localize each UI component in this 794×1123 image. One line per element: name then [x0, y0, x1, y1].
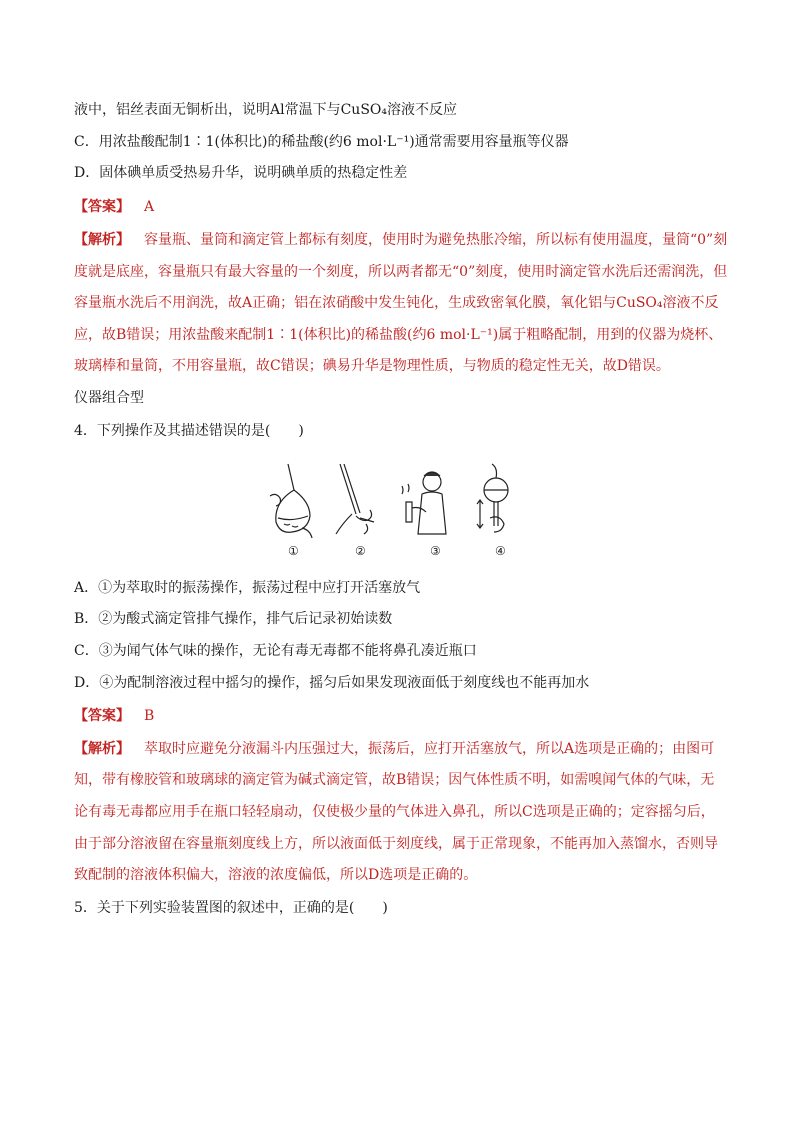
answer-tag: 【答案】 — [74, 199, 130, 215]
burette-icon — [336, 464, 374, 534]
section-title: 仪器组合型 — [74, 390, 144, 406]
option-c-q3: C．用浓盐酸配制1∶1(体积比)的稀盐酸(约6 mol·L⁻¹)通常需要用容量瓶等仪器 — [74, 134, 569, 150]
option-d-q4: D．④为配制溶液过程中摇匀的操作，摇匀后如果发现液面低于刻度线也不能再加水 — [74, 675, 590, 691]
option-d-q3: D．固体碘单质受热易升华，说明碘单质的热稳定性差 — [74, 165, 408, 181]
option-b-q4: B．②为酸式滴定管排气操作，排气后记录初始读数 — [74, 611, 393, 627]
text-line-1: 液中，铝丝表面无铜析出，说明Al常温下与CuSO₄溶液不反应 — [74, 102, 457, 118]
analysis-line: 容量瓶水洗后不用润洗，故A正确；铝在浓硝酸中发生钝化，生成致密氧化膜，氧化铝与CuSO₄溶液不反 — [74, 295, 719, 311]
volumetric-flask-icon — [477, 464, 508, 532]
analysis-tag: 【解析】 — [74, 232, 130, 248]
answer-value: B — [144, 708, 155, 724]
lab-operations-illustration — [258, 458, 528, 544]
analysis-line: 度就是底座，容量瓶只有最大容量的一个刻度，所以两者都无“0”刻度，使用时滴定管水洗后还需润洗，但 — [74, 264, 728, 280]
figure-label-2: ② — [355, 544, 366, 558]
analysis-text: 容量瓶、量筒和滴定管上都标有刻度，使用时为避免热胀冷缩，所以标有使用温度，量筒“0”刻 — [144, 232, 728, 248]
smelling-gas-icon — [402, 472, 446, 534]
separatory-funnel-icon — [270, 464, 312, 538]
figure-label-4: ④ — [495, 544, 506, 558]
answer-row-q3 — [74, 197, 154, 217]
analysis-line: 论有毒无毒都应用手在瓶口轻轻扇动，仅使极少量的气体进入鼻孔，所以C选项是正确的；定容摇匀后， — [74, 804, 715, 820]
option-c-q4: C．③为闻气体气味的操作，无论有毒无毒都不能将鼻孔凑近瓶口 — [74, 643, 477, 659]
question-4-stem: 4．下列操作及其描述错误的是( ) — [74, 423, 304, 439]
analysis-line — [74, 230, 727, 250]
question-5-stem: 5．关于下列实验装置图的叙述中，正确的是( ) — [74, 900, 388, 916]
analysis-line: 由于部分溶液留在容量瓶刻度线上方，所以液面低于刻度线，属于正常现象，不能再加入蒸馏水，否则导 — [74, 836, 718, 852]
option-a-q4: A．①为萃取时的振荡操作，振荡过程中应打开活塞放气 — [74, 580, 421, 596]
analysis-tag: 【解析】 — [74, 741, 130, 757]
answer-row-q4 — [74, 706, 154, 726]
analysis-line: 应，故B错误；用浓盐酸来配制1∶1(体积比)的稀盐酸(约6 mol·L⁻¹)属于粗略配制，用到的仪器为烧杯、 — [74, 327, 723, 343]
analysis-line — [74, 739, 714, 759]
figure-label-1: ① — [288, 544, 299, 558]
answer-tag: 【答案】 — [74, 708, 130, 724]
analysis-line: 知，带有橡胶管和玻璃球的滴定管为碱式滴定管，故B错误；因气体性质不明，如需嗅闻气体的气味，无 — [74, 772, 715, 788]
answer-value: A — [144, 199, 155, 215]
figure-label-3: ③ — [430, 544, 441, 558]
analysis-text: 萃取时应避免分液漏斗内压强过大，振荡后，应打开活塞放气，所以A选项是正确的；由图可 — [144, 741, 715, 757]
analysis-line: 致配制的溶液体积偏大，溶液的浓度偏低，所以D选项是正确的。 — [74, 867, 478, 883]
analysis-line: 玻璃棒和量筒，不用容量瓶，故C错误；碘易升华是物理性质，与物质的稳定性无关，故D错误。 — [74, 358, 670, 374]
lab-operations-figure — [258, 458, 528, 562]
